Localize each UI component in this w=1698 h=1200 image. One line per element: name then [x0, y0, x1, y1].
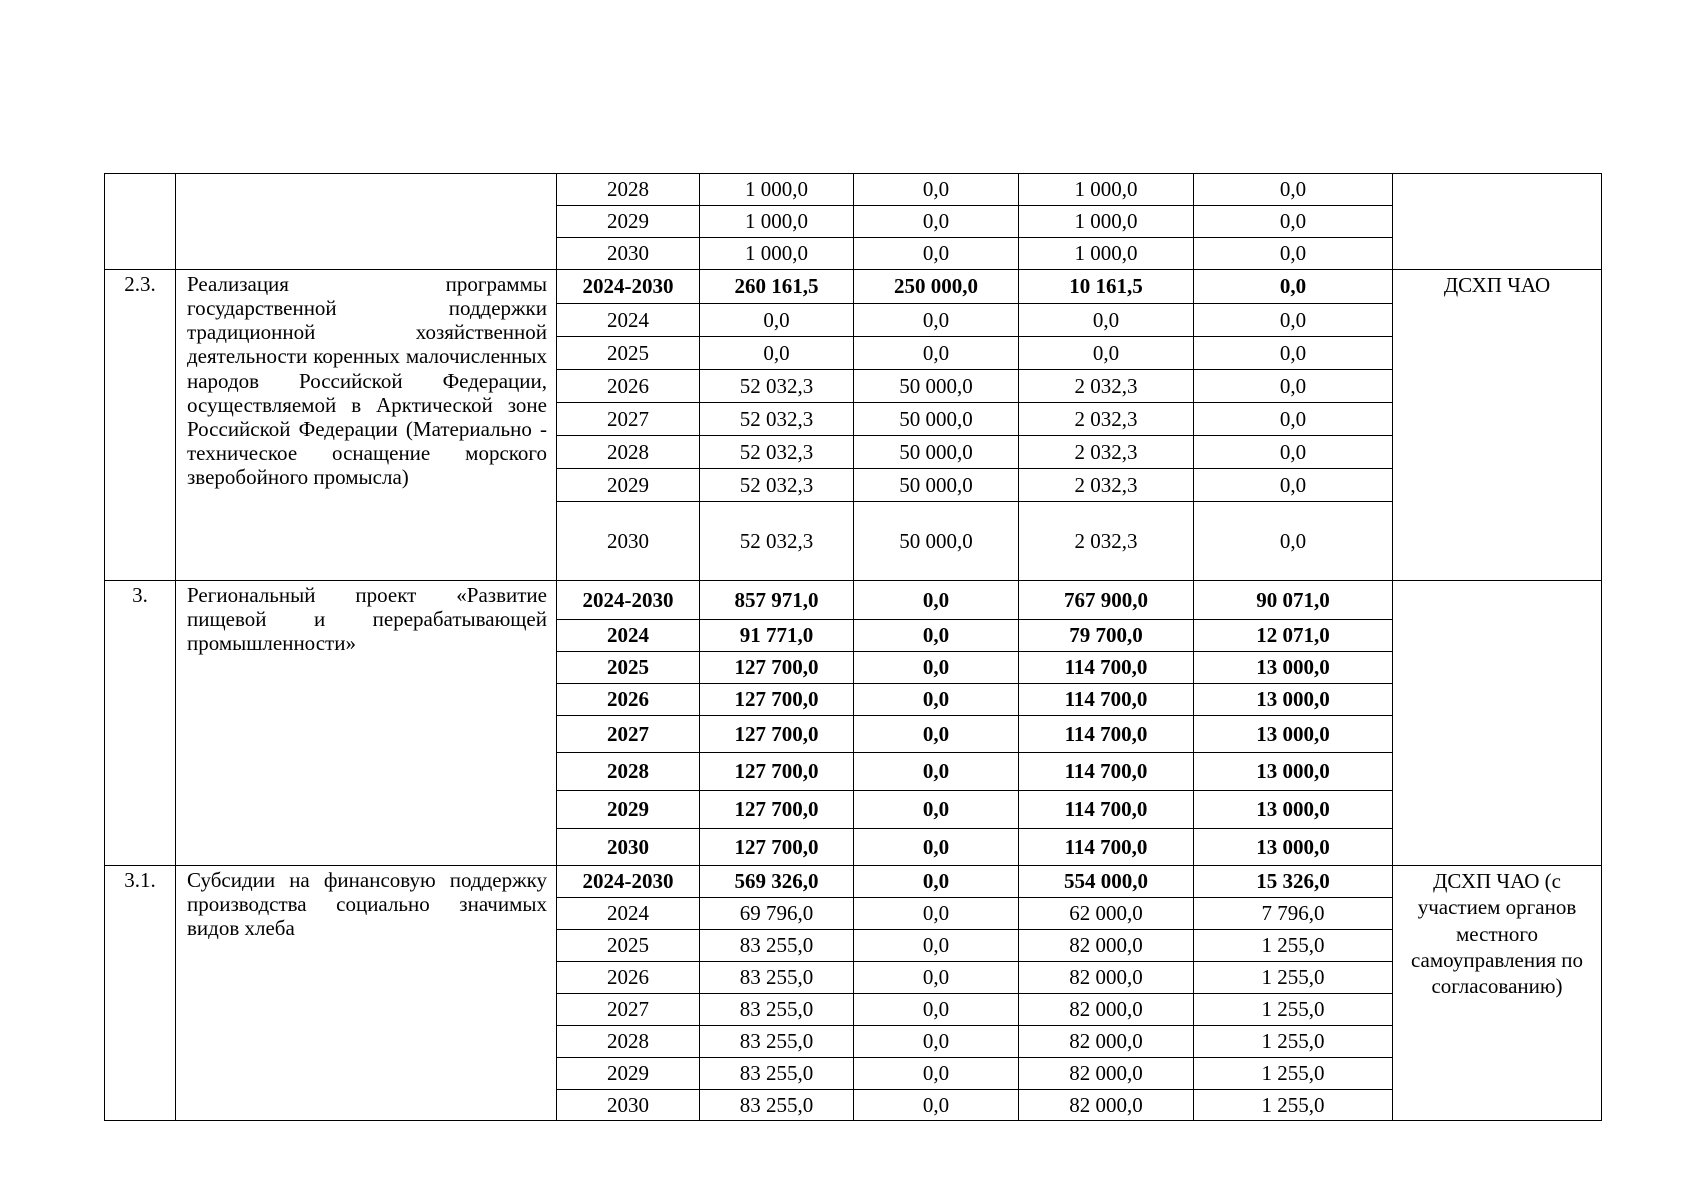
table-row: [105, 174, 1602, 206]
regional-budget-cell: 1 000,0: [1019, 238, 1194, 270]
regional-budget-cell: 767 900,0: [1019, 581, 1194, 620]
regional-budget-cell: 114 700,0: [1019, 652, 1194, 684]
total-cell: 569 326,0: [700, 866, 854, 898]
local-budget-cell: 13 000,0: [1194, 652, 1393, 684]
regional-budget-cell: 554 000,0: [1019, 866, 1194, 898]
regional-budget-cell: 82 000,0: [1019, 1058, 1194, 1090]
local-budget-cell: 15 326,0: [1194, 866, 1393, 898]
measure-name: [176, 174, 557, 270]
local-budget-cell: 0,0: [1194, 370, 1393, 403]
total-cell: 83 255,0: [700, 1090, 854, 1121]
total-cell: 1 000,0: [700, 174, 854, 206]
federal-budget-cell: 0,0: [854, 174, 1019, 206]
executor-cell: ДСХП ЧАО: [1393, 270, 1602, 581]
regional-budget-cell: 2 032,3: [1019, 370, 1194, 403]
year-cell: 2025: [557, 337, 700, 370]
year-cell: 2024-2030: [557, 270, 700, 304]
federal-budget-cell: 0,0: [854, 1090, 1019, 1121]
regional-budget-cell: 0,0: [1019, 304, 1194, 337]
year-cell: 2025: [557, 930, 700, 962]
executor-cell: [1393, 174, 1602, 270]
total-cell: 83 255,0: [700, 1058, 854, 1090]
local-budget-cell: 0,0: [1194, 238, 1393, 270]
executor-cell: [1393, 581, 1602, 866]
total-cell: 52 032,3: [700, 436, 854, 469]
federal-budget-cell: 50 000,0: [854, 403, 1019, 436]
local-budget-cell: 0,0: [1194, 206, 1393, 238]
year-cell: 2028: [557, 753, 700, 791]
local-budget-cell: 0,0: [1194, 270, 1393, 304]
local-budget-cell: 1 255,0: [1194, 962, 1393, 994]
local-budget-cell: 0,0: [1194, 502, 1393, 581]
total-cell: 91 771,0: [700, 620, 854, 652]
regional-budget-cell: 10 161,5: [1019, 270, 1194, 304]
regional-budget-cell: 2 032,3: [1019, 436, 1194, 469]
federal-budget-cell: 0,0: [854, 930, 1019, 962]
federal-budget-cell: 0,0: [854, 238, 1019, 270]
row-number: 3.1.: [105, 866, 176, 1121]
local-budget-cell: 0,0: [1194, 403, 1393, 436]
federal-budget-cell: 50 000,0: [854, 469, 1019, 502]
local-budget-cell: 1 255,0: [1194, 930, 1393, 962]
year-cell: 2030: [557, 829, 700, 866]
year-cell: 2029: [557, 791, 700, 829]
local-budget-cell: 0,0: [1194, 436, 1393, 469]
total-cell: 857 971,0: [700, 581, 854, 620]
executor-cell: ДСХП ЧАО (с участием органов местного самоуправления по согласованию): [1393, 866, 1602, 1121]
year-cell: 2027: [557, 403, 700, 436]
year-cell: 2027: [557, 994, 700, 1026]
regional-budget-cell: 114 700,0: [1019, 716, 1194, 753]
local-budget-cell: 1 255,0: [1194, 994, 1393, 1026]
row-number: 2.3.: [105, 270, 176, 581]
year-cell: 2028: [557, 174, 700, 206]
total-cell: 0,0: [700, 304, 854, 337]
federal-budget-cell: 0,0: [854, 753, 1019, 791]
federal-budget-cell: 0,0: [854, 620, 1019, 652]
total-cell: 83 255,0: [700, 1026, 854, 1058]
total-cell: 260 161,5: [700, 270, 854, 304]
local-budget-cell: 0,0: [1194, 304, 1393, 337]
federal-budget-cell: 0,0: [854, 1058, 1019, 1090]
total-cell: 127 700,0: [700, 684, 854, 716]
federal-budget-cell: 50 000,0: [854, 370, 1019, 403]
local-budget-cell: 1 255,0: [1194, 1090, 1393, 1121]
federal-budget-cell: 0,0: [854, 994, 1019, 1026]
total-cell: 127 700,0: [700, 753, 854, 791]
total-cell: 127 700,0: [700, 791, 854, 829]
year-cell: 2025: [557, 652, 700, 684]
year-cell: 2030: [557, 502, 700, 581]
year-cell: 2024: [557, 620, 700, 652]
year-cell: 2024: [557, 898, 700, 930]
measure-name: Реализация программы государственной поддержки традиционной хозяйственной деятельности коренных малочисленных народов Российской Федерации, осуществляемой в Арктической зоне Российской Федерации (Материально - техническое оснащение морского зверобойного промысла): [176, 270, 557, 581]
local-budget-cell: 13 000,0: [1194, 791, 1393, 829]
regional-budget-cell: 2 032,3: [1019, 469, 1194, 502]
total-cell: 52 032,3: [700, 502, 854, 581]
federal-budget-cell: 50 000,0: [854, 436, 1019, 469]
local-budget-cell: 1 255,0: [1194, 1026, 1393, 1058]
federal-budget-cell: 0,0: [854, 962, 1019, 994]
local-budget-cell: 0,0: [1194, 337, 1393, 370]
federal-budget-cell: 50 000,0: [854, 502, 1019, 581]
local-budget-cell: 13 000,0: [1194, 684, 1393, 716]
year-cell: 2024-2030: [557, 581, 700, 620]
federal-budget-cell: 0,0: [854, 304, 1019, 337]
year-cell: 2030: [557, 1090, 700, 1121]
local-budget-cell: 0,0: [1194, 174, 1393, 206]
table-row: [105, 270, 1602, 304]
local-budget-cell: 12 071,0: [1194, 620, 1393, 652]
federal-budget-cell: 0,0: [854, 866, 1019, 898]
regional-budget-cell: 1 000,0: [1019, 174, 1194, 206]
row-number: 3.: [105, 581, 176, 866]
federal-budget-cell: 0,0: [854, 829, 1019, 866]
budget-table-body: [105, 174, 1602, 1121]
table-row: [105, 581, 1602, 620]
total-cell: 69 796,0: [700, 898, 854, 930]
regional-budget-cell: 82 000,0: [1019, 962, 1194, 994]
year-cell: 2027: [557, 716, 700, 753]
local-budget-cell: 13 000,0: [1194, 829, 1393, 866]
regional-budget-cell: 114 700,0: [1019, 791, 1194, 829]
measure-name: Субсидии на финансовую поддержку производства социально значимых видов хлеба: [176, 866, 557, 1121]
regional-budget-cell: 0,0: [1019, 337, 1194, 370]
federal-budget-cell: 0,0: [854, 652, 1019, 684]
regional-budget-cell: 2 032,3: [1019, 403, 1194, 436]
year-cell: 2026: [557, 370, 700, 403]
total-cell: 52 032,3: [700, 370, 854, 403]
federal-budget-cell: 0,0: [854, 791, 1019, 829]
local-budget-cell: 13 000,0: [1194, 716, 1393, 753]
year-cell: 2028: [557, 436, 700, 469]
year-cell: 2029: [557, 1058, 700, 1090]
local-budget-cell: 0,0: [1194, 469, 1393, 502]
measure-name: Региональный проект «Развитие пищевой и перерабатывающей промышленности»: [176, 581, 557, 866]
total-cell: 83 255,0: [700, 930, 854, 962]
total-cell: 52 032,3: [700, 469, 854, 502]
regional-budget-cell: 114 700,0: [1019, 684, 1194, 716]
federal-budget-cell: 250 000,0: [854, 270, 1019, 304]
total-cell: 127 700,0: [700, 829, 854, 866]
year-cell: 2024-2030: [557, 866, 700, 898]
regional-budget-cell: 1 000,0: [1019, 206, 1194, 238]
row-number: [105, 174, 176, 270]
federal-budget-cell: 0,0: [854, 581, 1019, 620]
regional-budget-cell: 79 700,0: [1019, 620, 1194, 652]
federal-budget-cell: 0,0: [854, 716, 1019, 753]
total-cell: 0,0: [700, 337, 854, 370]
regional-budget-cell: 114 700,0: [1019, 753, 1194, 791]
federal-budget-cell: 0,0: [854, 684, 1019, 716]
total-cell: 127 700,0: [700, 716, 854, 753]
year-cell: 2028: [557, 1026, 700, 1058]
year-cell: 2026: [557, 684, 700, 716]
local-budget-cell: 1 255,0: [1194, 1058, 1393, 1090]
total-cell: 127 700,0: [700, 652, 854, 684]
regional-budget-cell: 82 000,0: [1019, 994, 1194, 1026]
year-cell: 2029: [557, 469, 700, 502]
local-budget-cell: 7 796,0: [1194, 898, 1393, 930]
regional-budget-cell: 62 000,0: [1019, 898, 1194, 930]
federal-budget-cell: 0,0: [854, 337, 1019, 370]
total-cell: 83 255,0: [700, 962, 854, 994]
year-cell: 2029: [557, 206, 700, 238]
year-cell: 2024: [557, 304, 700, 337]
federal-budget-cell: 0,0: [854, 206, 1019, 238]
total-cell: 1 000,0: [700, 206, 854, 238]
total-cell: 83 255,0: [700, 994, 854, 1026]
local-budget-cell: 13 000,0: [1194, 753, 1393, 791]
regional-budget-cell: 114 700,0: [1019, 829, 1194, 866]
regional-budget-cell: 2 032,3: [1019, 502, 1194, 581]
regional-budget-cell: 82 000,0: [1019, 1090, 1194, 1121]
federal-budget-cell: 0,0: [854, 898, 1019, 930]
table-row: [105, 866, 1602, 898]
budget-table: [104, 173, 1602, 1121]
federal-budget-cell: 0,0: [854, 1026, 1019, 1058]
regional-budget-cell: 82 000,0: [1019, 1026, 1194, 1058]
year-cell: 2030: [557, 238, 700, 270]
total-cell: 1 000,0: [700, 238, 854, 270]
year-cell: 2026: [557, 962, 700, 994]
local-budget-cell: 90 071,0: [1194, 581, 1393, 620]
total-cell: 52 032,3: [700, 403, 854, 436]
regional-budget-cell: 82 000,0: [1019, 930, 1194, 962]
